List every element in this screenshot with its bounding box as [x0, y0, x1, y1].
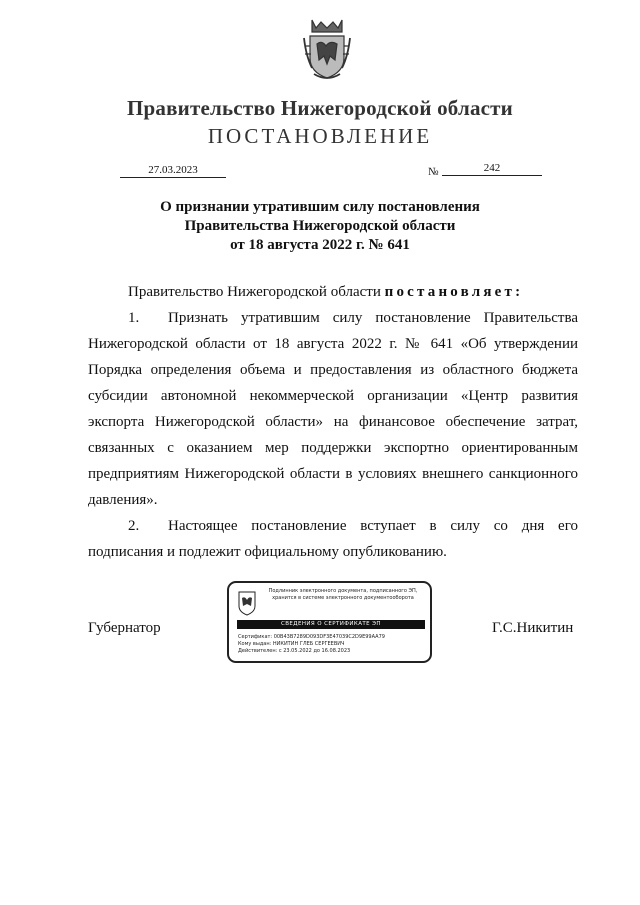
organization-title: Правительство Нижегородской области	[127, 96, 513, 120]
paragraph-line: давления».	[88, 492, 158, 508]
coat-of-arms-emblem	[302, 16, 352, 82]
paragraph-number: 1.	[128, 310, 140, 326]
stamp-header-line: хранится в системе электронного документооборота	[272, 595, 414, 601]
paragraph-line: 2. Настоящее постановление вступает в силу со дня его	[88, 513, 578, 539]
electronic-signature-stamp	[227, 581, 432, 663]
paragraph-1	[88, 305, 578, 513]
number-sign: №	[428, 166, 439, 178]
subject-line: Правительства Нижегородской области	[184, 218, 456, 234]
intro-text: Правительство Нижегородской области	[128, 284, 381, 300]
subject-line: от 18 августа 2022 г. № 641	[230, 237, 410, 253]
paragraph-line: Нижегородской области от 18 августа 2022 г. № 641 «Об утверждении	[88, 336, 578, 352]
paragraph-2	[88, 513, 578, 565]
paragraph-line: предприятиям Нижегородской области в условиях внешнего санкционного	[88, 466, 578, 482]
signatory-position: Губернатор	[88, 620, 161, 636]
paragraph-line: экспорта Нижегородской области» на финансовое обеспечение затрат,	[88, 414, 578, 430]
intro-verb: постановляет:	[384, 284, 524, 300]
stamp-title: СВЕДЕНИЯ О СЕРТИФИКАТЕ ЭП	[237, 620, 425, 629]
paragraph-line: Порядка определения объема и предоставления из областного бюджета	[88, 362, 578, 378]
paragraph-number: 2.	[128, 518, 140, 534]
signatory-name: Г.С.Никитин	[492, 620, 574, 636]
subject-line: О признании утратившим силу постановления	[160, 199, 480, 215]
stamp-emblem-icon	[238, 590, 256, 616]
paragraph-line: 1. Признать утратившим силу постановление Правительства	[88, 305, 578, 331]
paragraph-line: субсидии автономной некоммерческой организации «Центр развития	[88, 388, 578, 404]
paragraph-line: связанных с оказанием мер поддержки экспортно ориентированным	[88, 440, 578, 456]
stamp-header	[261, 588, 425, 602]
stamp-validity: Действителен: с 23.05.2022 до 16.08.2023	[238, 648, 351, 654]
document-number: 242	[442, 161, 542, 176]
stamp-header-line: Подлинник электронного документа, подписанного ЭП,	[268, 588, 418, 594]
stamp-issued-to: Кому выдан: НИКИТИН ГЛЕБ СЕРГЕЕВИЧ	[238, 641, 345, 647]
intro-paragraph	[128, 279, 548, 305]
stamp-certificate: Сертификат: 00B43B7289D093DF3E47039C2D9E99AA79	[238, 634, 385, 640]
document-subject	[100, 198, 540, 255]
paragraph-line: подписания и подлежит официальному опубликованию.	[88, 544, 447, 560]
document-date: 27.03.2023	[120, 163, 226, 178]
document-type: ПОСТАНОВЛЕНИЕ	[207, 124, 433, 148]
